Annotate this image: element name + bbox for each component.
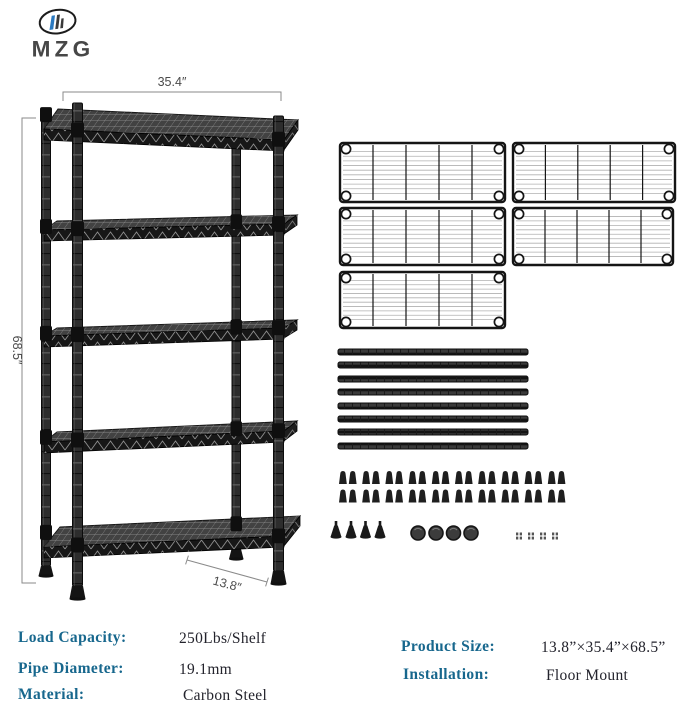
height-dimension-label: 68.5″ [10,335,24,365]
panel-corner-sleeve [341,144,350,153]
sleeve-pair [525,471,543,484]
panel-corner-sleeve [664,191,673,200]
width-dimension [63,75,281,101]
sleeve-pair [362,471,380,484]
spec-label: Load Capacity: [18,629,127,646]
sleeve-pair [455,490,473,503]
sleeve-pair [501,490,519,503]
post-collar [231,214,243,229]
height-dimension [10,118,36,583]
depth-dimension-label: 13.8″ [211,573,243,595]
sleeve-pair [455,471,473,484]
panel-corner-sleeve [494,317,503,326]
sleeve-pair [478,471,496,484]
sleeve-pair [525,490,543,503]
shelf-unit-illustration [10,60,340,610]
post-collar [272,216,285,231]
shelf-foot [271,571,287,584]
pole-cap [464,526,478,540]
sleeve-pair [339,490,357,503]
sleeve-pair [478,490,496,503]
spec-value: 19.1mm [179,661,233,678]
shelf-pole [338,349,528,355]
spec-value: Floor Mount [546,667,629,684]
spec-value: 13.8”×35.4”×68.5” [541,639,666,656]
wire-shelf-panel [513,143,675,202]
post-collar [40,107,52,122]
shelf-pole [338,429,528,435]
sleeve-pair [339,471,357,484]
sleeve-pair [432,490,450,503]
shelf-pole [338,416,528,422]
panel-corner-sleeve [494,191,503,200]
post-collar [71,221,84,236]
panel-corner-sleeve [341,191,350,200]
sleeve-pair [362,490,380,503]
panel-corner-sleeve [341,317,350,326]
panel-corner-sleeve [514,144,523,153]
sleeve-pair [432,471,450,484]
sleeve-pair [501,471,519,484]
sleeve-pair [409,471,427,484]
pole-cap [447,526,461,540]
panel-corner-sleeve [494,209,503,218]
panel-corner-sleeve [494,273,503,282]
shelf-pole [338,389,528,395]
wire-shelf-panel [513,208,673,265]
wire-shelf-panel [340,208,505,265]
post-collar [71,327,84,342]
post-collar [71,123,84,138]
post-collar [272,423,285,438]
shelf-pole [338,376,528,382]
brand-name: MZG [31,36,95,62]
post-collar [272,320,285,335]
post-collar [272,132,285,147]
spare-clip [528,533,534,540]
post-collar [40,219,52,234]
parts-set [331,143,676,540]
post-collar [231,320,243,335]
sleeve-pair [385,471,403,484]
sleeve-pair [385,490,403,503]
spec-label: Pipe Diameter: [18,660,124,677]
shelf-unit [39,103,301,601]
wire-shelf-panel [340,272,505,328]
spare-clip [516,533,522,540]
panel-corner-sleeve [662,254,671,263]
shelf-post [229,131,244,561]
shelf-post [271,116,287,586]
sleeve-pair [548,490,566,503]
spec-label: Product Size: [401,638,496,655]
panel-corner-sleeve [664,144,673,153]
spec-label: Material: [18,686,85,702]
panel-corner-sleeve [514,191,523,200]
spec-label: Installation: [403,666,490,683]
post-collar [40,326,52,341]
spare-clip [552,533,558,540]
brand-logo-graphic [30,3,122,67]
leveling-foot [331,521,342,539]
post-collar [71,537,84,552]
post-collar [272,528,285,543]
sleeve-pair [409,490,427,503]
mzg-monogram-icon [38,8,77,36]
post-collar [40,430,52,445]
width-dimension-label: 35.4″ [157,75,187,89]
pole-cap [411,526,425,540]
parts-illustration [330,130,679,550]
shelf-pole [338,362,528,368]
wire-shelf-panel [340,143,505,202]
depth-dimension [186,556,269,595]
shelf-foot [70,586,86,599]
panel-corner-sleeve [494,254,503,263]
panel-corner-sleeve [341,273,350,282]
shelf-pole [338,443,528,449]
panel-corner-sleeve [341,254,350,263]
post-collar [231,421,243,436]
panel-corner-sleeve [494,144,503,153]
leveling-foot [346,521,357,539]
sleeve-pair [548,471,566,484]
post-collar [40,525,52,540]
panel-corner-sleeve [662,209,671,218]
spec-value: Carbon Steel [183,687,268,702]
spec-value: 250Lbs/Shelf [179,630,267,647]
panel-corner-sleeve [514,254,523,263]
spare-clip [540,533,546,540]
post-collar [231,516,243,531]
pole-cap [429,526,443,540]
leveling-foot [360,521,371,539]
panel-corner-sleeve [514,209,523,218]
post-collar [71,432,84,447]
brand-logo [30,3,122,67]
shelf-pole [338,403,528,409]
panel-corner-sleeve [341,209,350,218]
leveling-foot [375,521,386,539]
